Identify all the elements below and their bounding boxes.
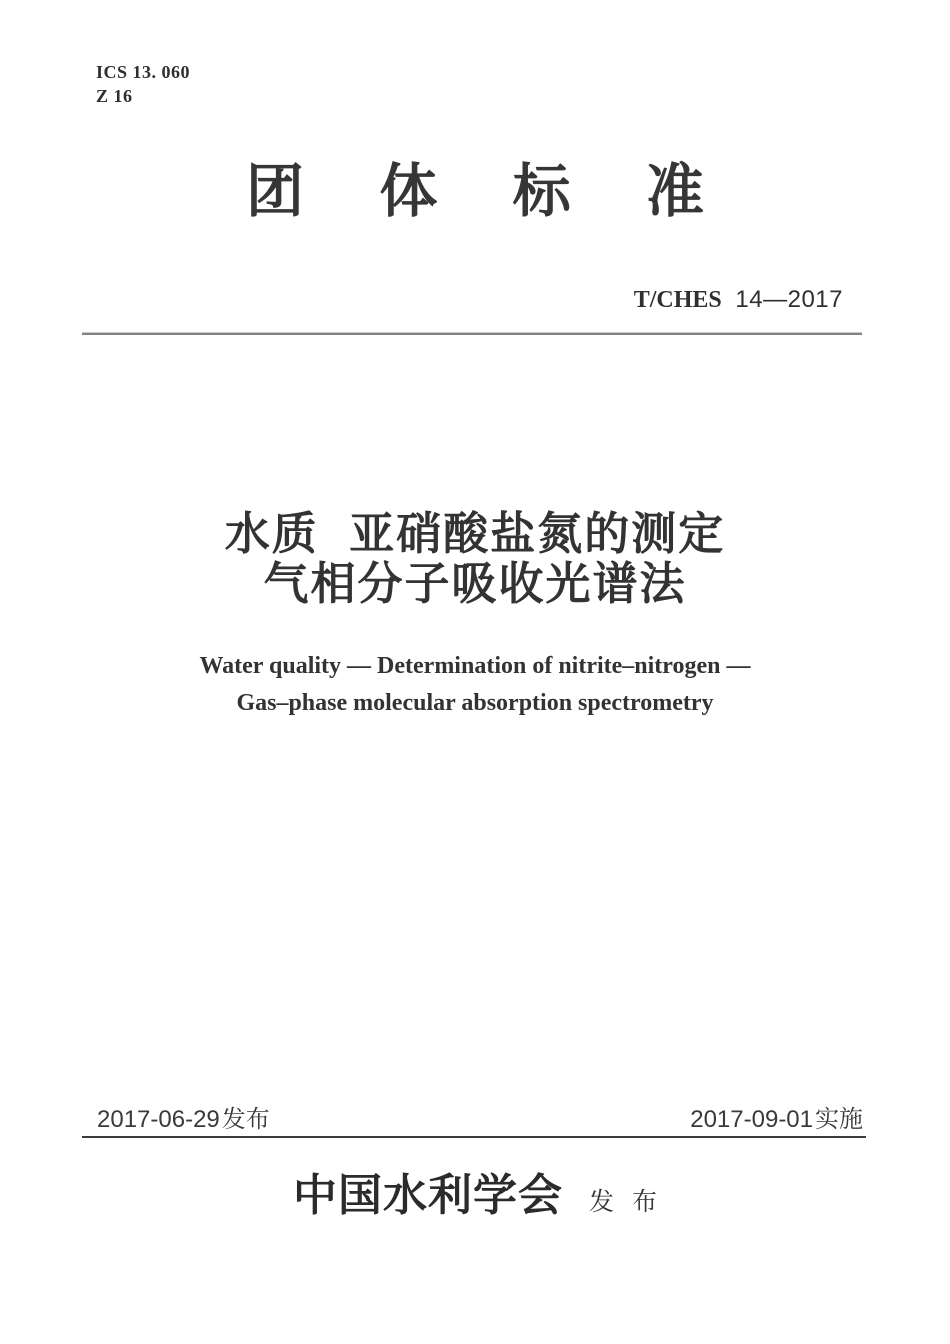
title-chinese-line2: 气相分子吸收光谱法 xyxy=(263,558,687,609)
standard-code-number: 14—2017 xyxy=(735,286,843,313)
standard-type-char: 团 xyxy=(246,159,305,224)
ics-classification-block xyxy=(96,60,190,108)
implementation-date: 2017-09-01 xyxy=(690,1106,813,1133)
title-english-line2: Gas–phase molecular absorption spectrometry xyxy=(236,690,714,716)
dates-row xyxy=(97,1107,863,1133)
issuer-name: 中国水利学会 xyxy=(292,1171,563,1220)
standard-type-char: 准 xyxy=(645,159,704,224)
issue-date-item xyxy=(97,1107,270,1133)
title-chinese xyxy=(0,509,950,609)
header-divider-rule xyxy=(82,332,862,335)
doc-class-code: Z 16 xyxy=(96,86,133,106)
standard-type-char: 标 xyxy=(512,159,571,224)
footer-divider-rule xyxy=(82,1136,866,1138)
implementation-date-label: 实施 xyxy=(815,1106,863,1133)
issuer-row xyxy=(0,1171,950,1220)
publish-label: 发布 xyxy=(588,1188,675,1216)
title-english-line1: Water quality — Determination of nitrite–nitrogen — xyxy=(199,653,751,679)
ics-code: ICS 13. 060 xyxy=(96,62,191,82)
issue-date: 2017-06-29 xyxy=(97,1106,220,1133)
implementation-date-item xyxy=(690,1107,863,1133)
issue-date-label: 发布 xyxy=(221,1106,270,1133)
standard-code xyxy=(634,288,843,312)
standard-code-org: T/CHES xyxy=(633,287,722,313)
title-chinese-line1: 水质 亚硝酸盐氮的测定 xyxy=(224,508,726,559)
title-english xyxy=(0,648,950,722)
standard-type-char: 体 xyxy=(379,159,438,224)
standard-type-title xyxy=(246,159,704,224)
